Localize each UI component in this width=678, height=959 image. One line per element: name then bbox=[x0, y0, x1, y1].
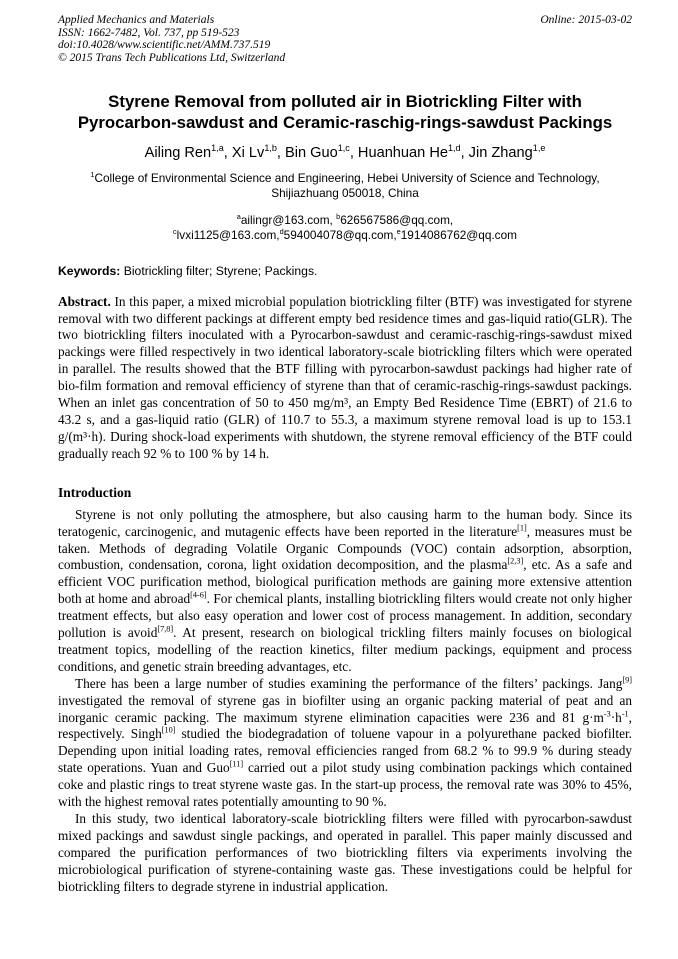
paper-title-line-2: Pyrocarbon-sawdust and Ceramic-raschig-rings-sawdust Packings bbox=[77, 113, 613, 133]
affiliation bbox=[58, 171, 632, 201]
journal-name: Applied Mechanics and Materials bbox=[58, 14, 215, 26]
keywords-line bbox=[58, 264, 632, 278]
keywords-label: Keywords: bbox=[58, 263, 121, 278]
affiliation-line-1: $^1$College of Environmental Science and Engineering, Hebei University of Science and Technology, bbox=[90, 169, 600, 185]
keywords-text: Biotrickling filter; Styrene; Packings. bbox=[120, 263, 318, 278]
intro-paragraph-1: Styrene is not only polluting the atmosphere, but also causing harm to the human body. Since its teratogenic, carcinogenic, and mutagenic effects have been reported in the literature[1], measures must be taken. Methods of degrading Volatile Organic Compounds (VOC) contain adsorption, absorption, combustion, condensation, corona, light oxidation decomposition, and the plasma[2,3], etc. As a safe and efficient VOC purification method, biological purification methods are gaining more extensive attention both at home and abroad[4-6]. For chemical plants, installing biotrickling filters would create not only higher treatment effects, but also easy operation and lower cost of process management. In addition, secondary pollution is avoid[7,8]. At present, research on biological trickling filters mainly focuses on biological treatment topics, modelling of the reaction kinetics, filter medium packings, equipment and process conditions, and genetic strain breeding advantages, etc. bbox=[58, 506, 632, 674]
intro-paragraph-3: In this study, two identical laboratory-scale biotrickling filters were filled with pyrocarbon-sawdust mixed packings and sawdust single packings, and operated in parallel. This paper mainly discussed and compared the purification performances of two biotrickling filters via experiments involving the microbiological purification of styrene-containing waste gas. These investigations could be helpful for biotrickling filters to degrade styrene in industrial application. bbox=[58, 811, 632, 894]
email-line-2: $^c$lvxi1125@163.com,$^d$594004078@qq.com,$^e$1914086762@qq.com bbox=[173, 226, 517, 242]
abstract-text: In this paper, a mixed microbial population biotrickling filter (BTF) was investigated for styrene removal with two different packings at different empty bed residence times and gas-liquid ratio(GLR). The two biotrickling filters inoculated with a Pyrocarbon-sawdust and ceramic-raschig-rings-sawdust mixed packings were filled respectively in two identical laboratory-scale biotrickling filters which were operated in parallel. The results showed that the BTF filling with pyrocarbon-sawdust packings had higher rate of bio-film formation and removal efficiency of styrene than that of ceramic-raschig-rings-sawdust packings. When an inlet gas concentration of 50 to 450 mg/m³, an Empty Bed Residence Time (EBRT) of 21.6 to 43.2 s, and a gas-liquid ratio (GLR) of 110.7 to 55.3, a maximum styrene removal load is up to 153.1 g/(m³·h). During shock-load experiments with shutdown, the styrene removal efficiency of the BTF could gradually reach 92 % to 100 % by 14 h. bbox=[58, 293, 632, 461]
journal-header-left bbox=[58, 14, 285, 64]
doi-line: doi:10.4028/www.scientific.net/AMM.737.519 bbox=[58, 39, 271, 52]
issn-line: ISSN: 1662-7482, Vol. 737, pp 519-523 bbox=[58, 26, 240, 39]
abstract bbox=[58, 294, 632, 463]
online-date: Online: 2015-03-02 bbox=[540, 14, 632, 26]
paper-title-line-1: Styrene Removal from polluted air in Biotrickling Filter with bbox=[108, 92, 582, 112]
affiliation-line-2: Shijiazhuang 050018, China bbox=[271, 185, 419, 200]
intro-paragraph-2: There has been a large number of studies examining the performance of the filters’ packings. Jang[9] investigated the removal of styrene gas in biofilter using an organic packing material of peat and an inorganic ceramic packing. The maximum styrene elimination capacities were 236 and 81 $g\cdot m^{-3}\cdot h^{-1}$, respectively. Singh[10] studied the biodegradation of toluene vapour in a polyurethane packed biofilter. Depending upon initial loading rates, removal efficiencies ranged from 68.2 % to 99.9 % during steady state operations. Yuan and Guo[11] carried out a pilot study using combination packings which contained coke and plastic rings to treat styrene waste gas. In the start-up process, the removal rate was 30% to 45%, with the highest removal rates potentially amounting to 90 %. bbox=[58, 675, 633, 810]
author-emails bbox=[58, 213, 632, 243]
abstract-label: Abstract. bbox=[58, 293, 111, 309]
email-line-1: $^a$ailingr@163.com, $^b$626567586@qq.com, bbox=[236, 211, 454, 227]
authors-line: Ailing Ren$^{1,a}$, Xi Lv$^{1,b}$, Bin Guo$^{1,c}$, Huanhuan He$^{1,d}$, Jin Zhang$^{1,e}$ bbox=[144, 142, 546, 161]
journal-header bbox=[58, 14, 632, 64]
introduction-heading: Introduction bbox=[58, 484, 132, 500]
copyright-line: © 2015 Trans Tech Publications Ltd, Switzerland bbox=[58, 51, 286, 64]
paper-title bbox=[58, 91, 632, 133]
